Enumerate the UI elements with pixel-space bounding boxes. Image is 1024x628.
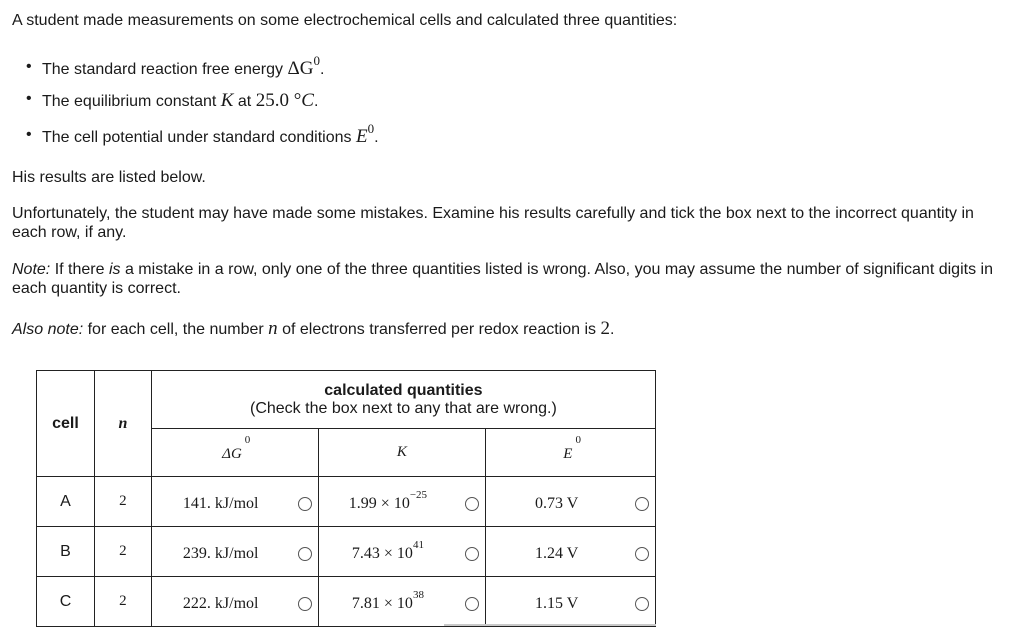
delta-g-cell <box>151 477 318 527</box>
e-cell <box>486 477 656 527</box>
k-cell <box>318 477 486 527</box>
k-check[interactable] <box>465 497 479 511</box>
cell-name: A <box>37 477 95 527</box>
delta-g-cell <box>151 577 318 627</box>
delta-g-value: 222. kJ/mol <box>182 595 259 612</box>
n-value: 2 <box>94 577 151 627</box>
delta-g-value: 141. kJ/mol <box>182 495 259 512</box>
calc-subtitle: (Check the box next to any that are wrong.) <box>250 399 557 417</box>
k-value: $7.81 \times 10^{38}$ <box>351 589 424 612</box>
e-check[interactable] <box>635 497 649 511</box>
table-row <box>37 577 656 627</box>
table-bottom-shadow <box>444 624 656 626</box>
intro-text: A student made measurements on some electrochemical cells and calculated three quantities: <box>12 12 678 29</box>
e-value: 0.73 V <box>535 495 579 512</box>
delta-g-check[interactable] <box>298 497 312 511</box>
col-header-n: n <box>94 371 151 477</box>
bullet-cell-potential: • The cell potential under standard conditions $E^0$. <box>42 126 379 148</box>
k-value: $7.43 \times 10^{41}$ <box>351 539 424 562</box>
k-cell <box>318 527 486 577</box>
cell-name: B <box>37 527 95 577</box>
e-value: 1.15 V <box>535 595 579 612</box>
delta-g-value: 239. kJ/mol <box>182 545 259 562</box>
k-check[interactable] <box>465 597 479 611</box>
delta-g-check[interactable] <box>298 597 312 611</box>
cell-name: C <box>37 577 95 627</box>
table-row <box>37 527 656 577</box>
table-row <box>37 477 656 527</box>
delta-g-check[interactable] <box>298 547 312 561</box>
calc-title: calculated quantities <box>324 381 483 399</box>
k-value: $1.99 \times 10^{-25}$ <box>348 489 428 512</box>
e-check[interactable] <box>635 597 649 611</box>
bullet-equilibrium-constant: • The equilibrium constant K at 25.0 °C. <box>42 90 318 112</box>
note-text: Note: If there is a mistake in a row, only one of the three quantities listed is wrong. Also, you may assume the number of significant digits in each quantity is correct. <box>12 261 993 297</box>
e-cell <box>486 527 656 577</box>
n-value: 2 <box>94 477 151 527</box>
col-header-e: $E^0$ <box>486 429 656 477</box>
instructions-text: Unfortunately, the student may have made some mistakes. Examine his results carefully and tick the box next to the incorrect quantity in each row, if any. <box>12 205 974 241</box>
k-check[interactable] <box>465 547 479 561</box>
k-cell <box>318 577 486 627</box>
results-table <box>36 370 656 627</box>
col-header-cell: cell <box>37 371 95 477</box>
e-cell <box>486 577 656 627</box>
bullet-free-energy: • The standard reaction free energy $\Delta G^0$. <box>42 58 324 80</box>
e-value: 1.24 V <box>535 545 579 562</box>
calculated-quantities-header <box>151 371 655 429</box>
results-listed-text: His results are listed below. <box>12 169 206 186</box>
also-note-text: Also note: for each cell, the number n of electrons transferred per redox reaction is 2. <box>12 318 615 339</box>
col-header-delta-g: $\Delta G^0$ <box>151 429 318 477</box>
e-check[interactable] <box>635 547 649 561</box>
col-header-k: K <box>318 429 486 477</box>
delta-g-cell <box>151 527 318 577</box>
n-value: 2 <box>94 527 151 577</box>
